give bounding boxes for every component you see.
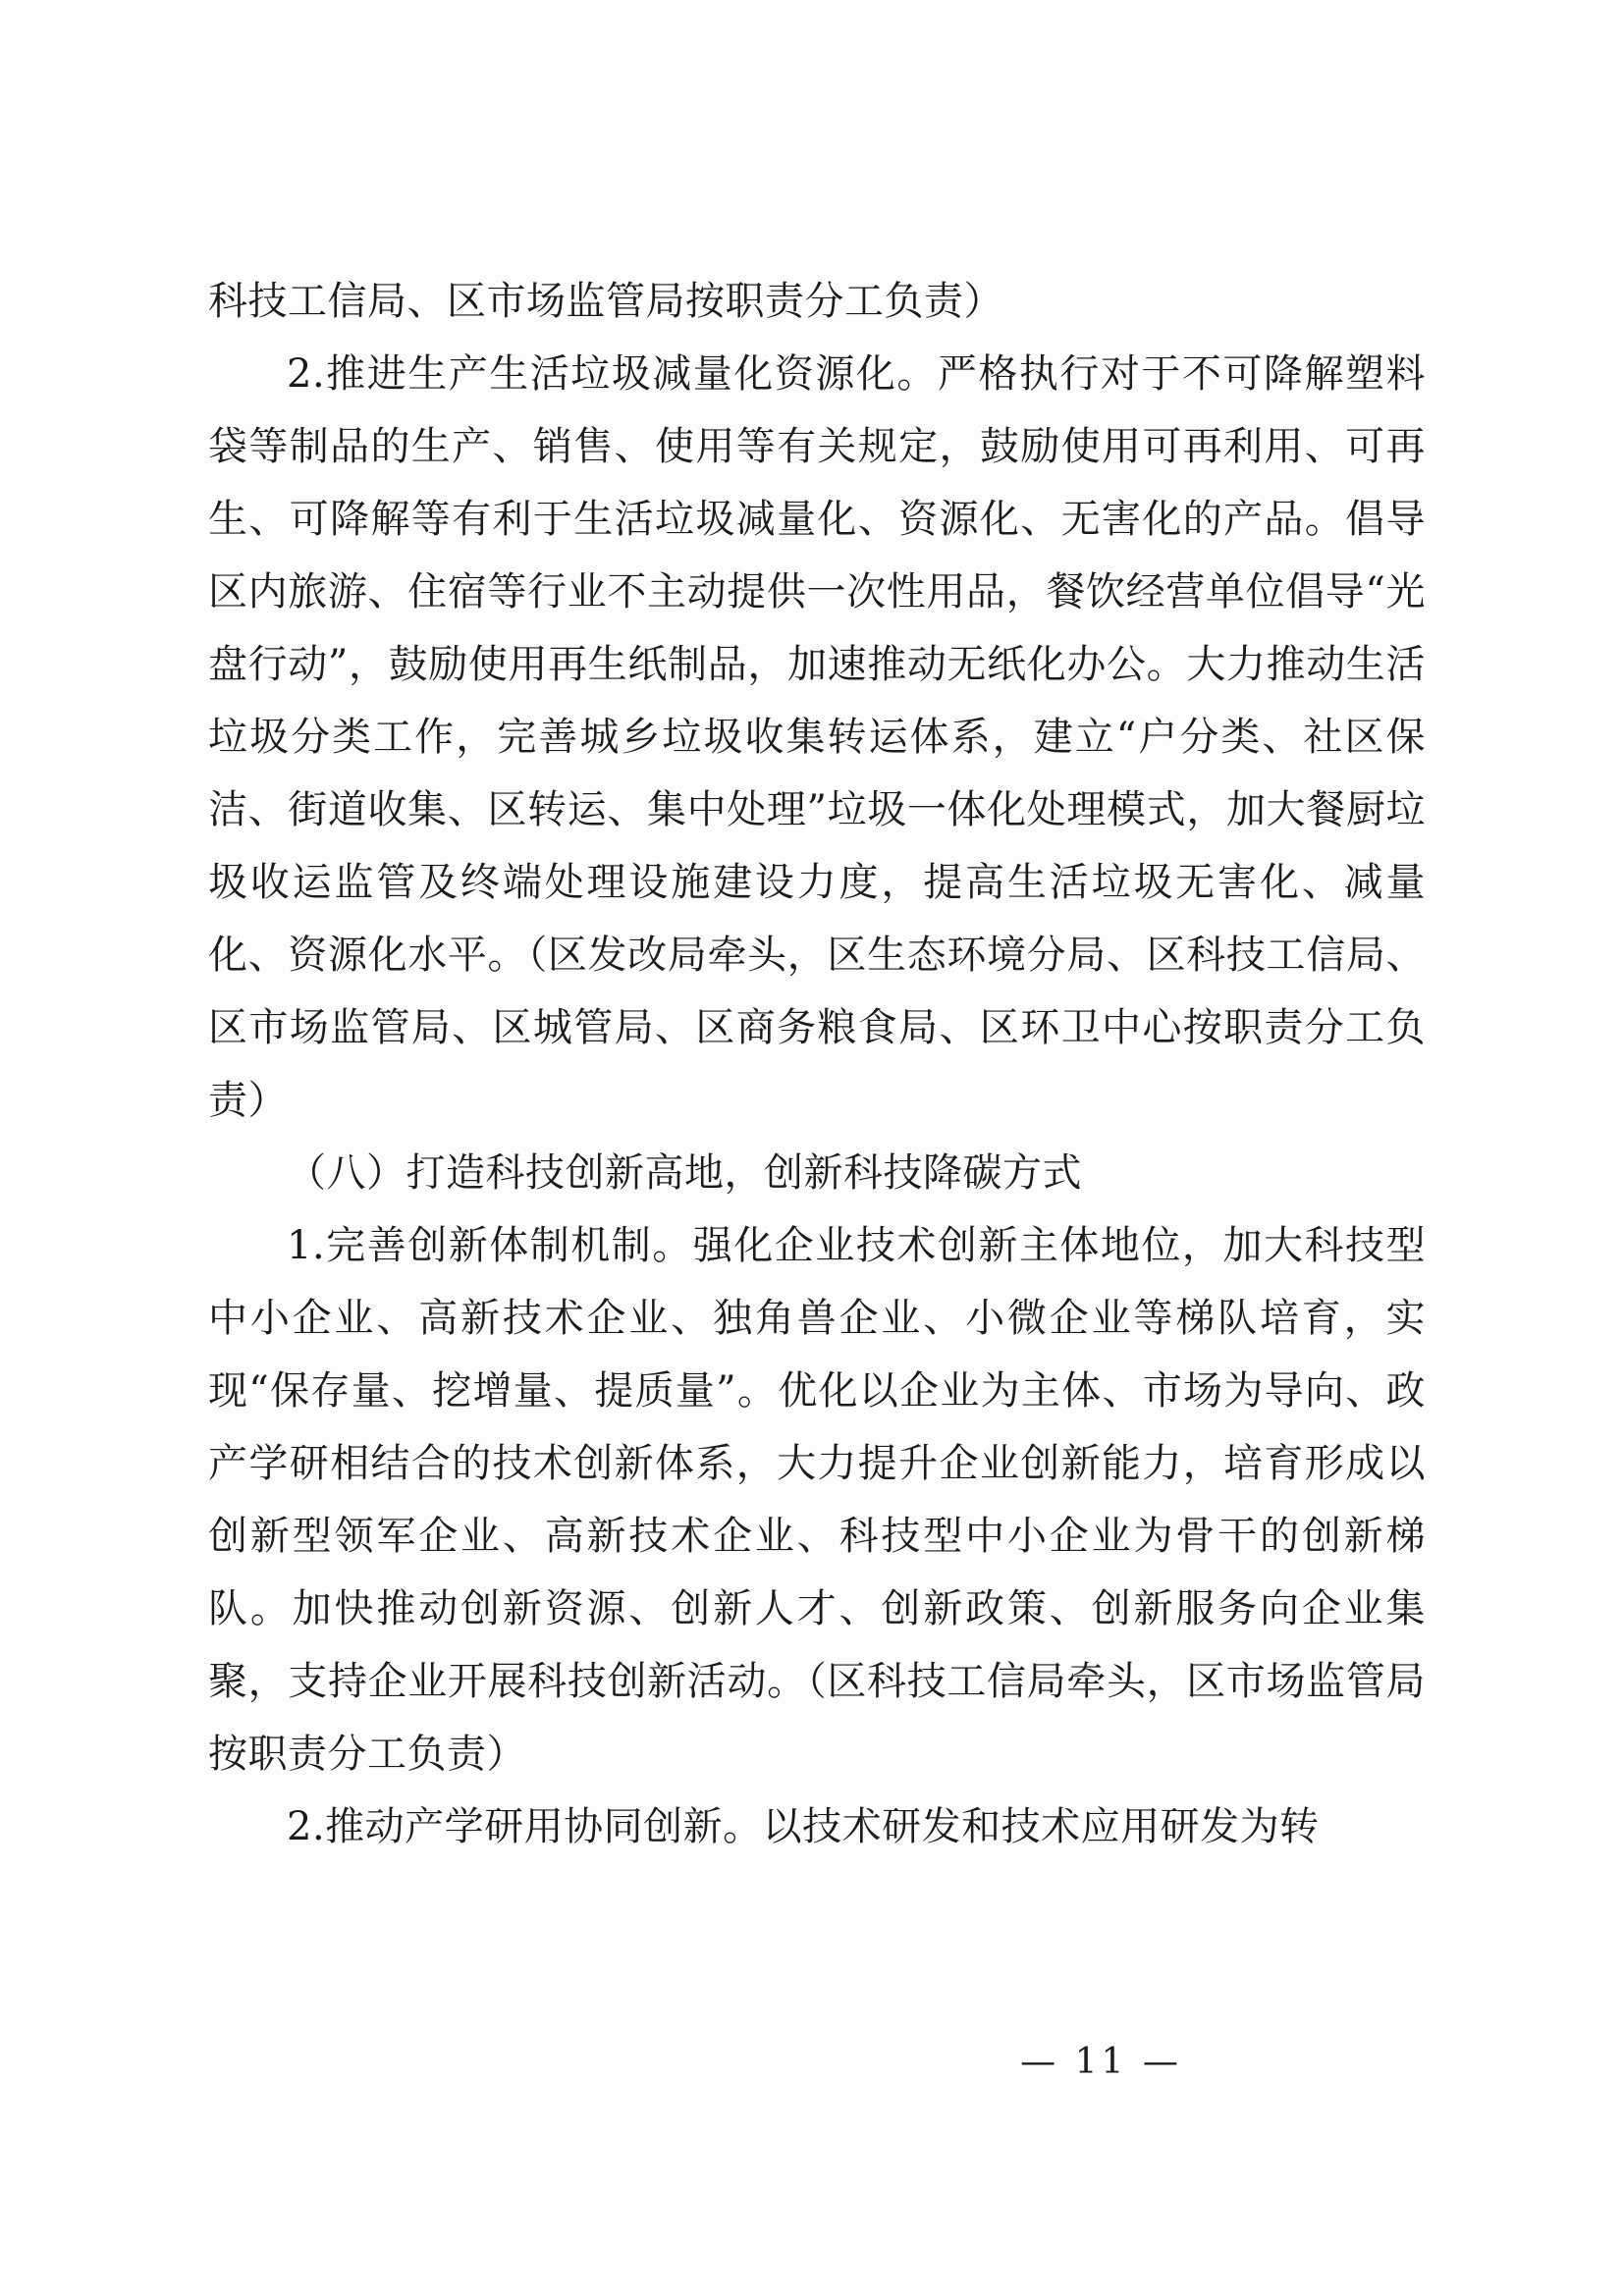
page-content: [208, 265, 1426, 1863]
paragraph-innovation-system: 1.完善创新体制机制。强化企业技术创新主体地位，加大科技型中小企业、高新技术企业、独角兽企业、小微企业等梯队培育，实现“保存量、挖增量、提质量”。优化以企业为主体、市场为导向、政产学研相结合的技术创新体系，大力提升企业创新能力，培育形成以创新型领军企业、高新技术企业、科技型中小企业为骨干的创新梯队。加快推动创新资源、创新人才、创新政策、创新服务向企业集聚，支持企业开展科技创新活动。（区科技工信局牵头，区市场监管局按职责分工负责）: [208, 1223, 1426, 1777]
section-heading-eight: （八）打造科技创新高地，创新科技降碳方式: [287, 1150, 1082, 1196]
paragraph-continuation: 科技工信局、区市场监管局按职责分工负责）: [208, 279, 1003, 324]
page-footer: [0, 2042, 1623, 2082]
page-number: — 11 —: [1020, 2042, 1182, 2082]
paragraph-waste-reduction: 2.推进生产生活垃圾减量化资源化。严格执行对于不可降解塑料袋等制品的生产、销售、使用等有关规定，鼓励使用可再利用、可再生、可降解等有利于生活垃圾减量化、资源化、无害化的产品。倡导区内旅游、住宿等行业不主动提供一次性用品，餐饮经营单位倡导“光盘行动”，鼓励使用再生纸制品，加速推动无纸化办公。大力推动生活垃圾分类工作，完善城乡垃圾收集转运体系，建立“户分类、社区保洁、街道收集、区转运、集中处理”垃圾一体化处理模式，加大餐厨垃圾收运监管及终端处理设施建设力度，提高生活垃圾无害化、减量化、资源化水平。（区发改局牵头，区生态环境分局、区科技工信局、区市场监管局、区城管局、区商务粮食局、区环卫中心按职责分工负责）: [208, 351, 1426, 1123]
paragraph-industry-academia: 2.推动产学研用协同创新。以技术研发和技术应用研发为转: [287, 1804, 1320, 1849]
